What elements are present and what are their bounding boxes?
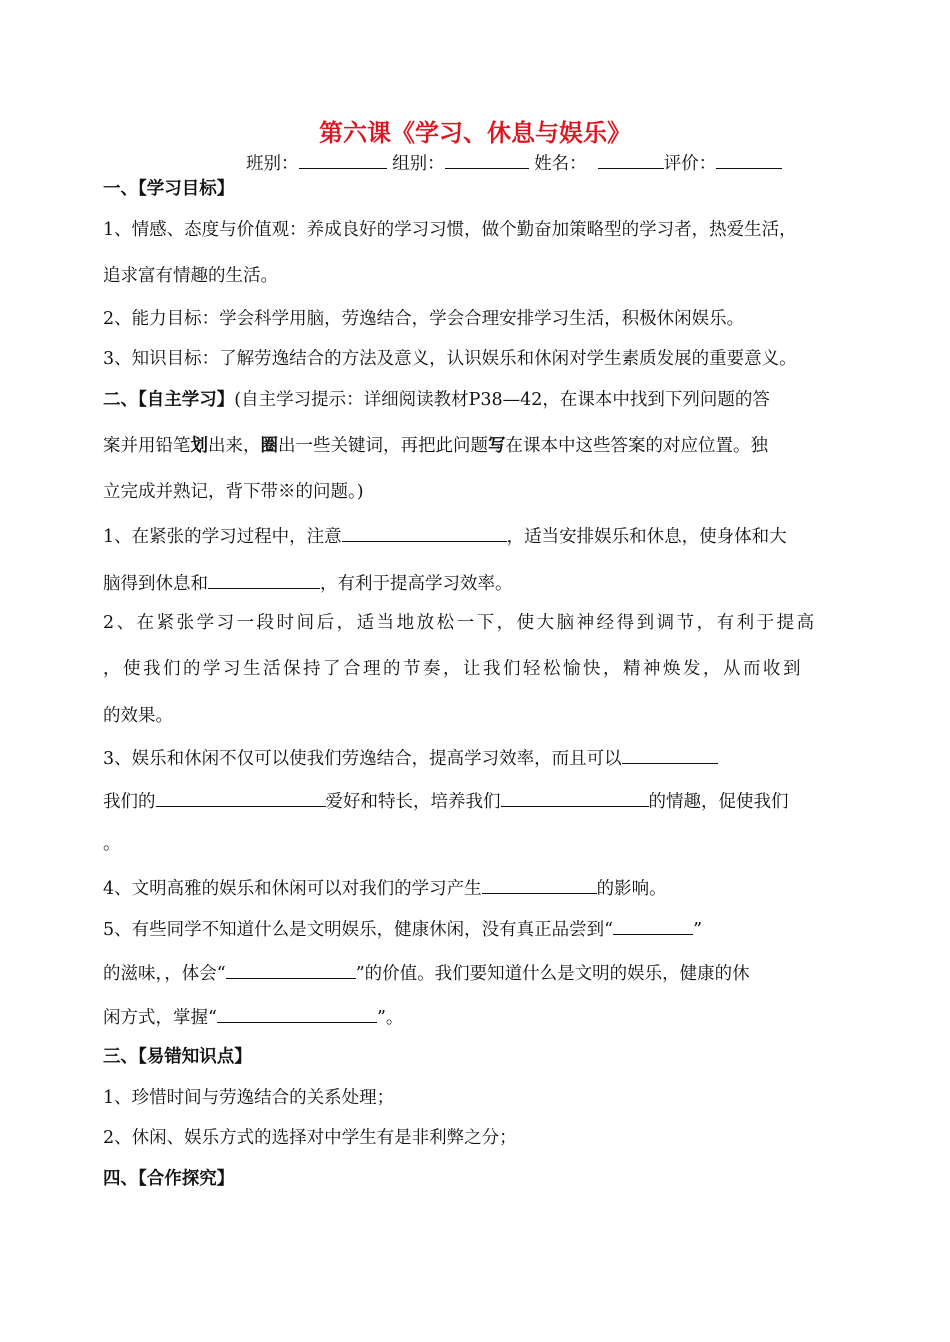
question-text: ” — [693, 920, 703, 940]
self-study-hint-line-b — [103, 434, 768, 458]
error-prone-item-2: 2、休闲、娱乐方式的选择对中学生有是非利弊之分； — [103, 1128, 517, 1148]
question-1-line-b — [103, 570, 513, 596]
answer-blank[interactable] — [613, 916, 693, 935]
hint-emphasis-quan: 圈 — [260, 436, 278, 456]
section-heading-cooperative-inquiry: 四、【合作探究】 — [103, 1169, 235, 1189]
goal-1-line-a: 1、情感、态度与价值观：养成良好的学习习惯，做个勤奋加策略型的学习者，热爱生活， — [103, 220, 797, 240]
answer-blank[interactable] — [342, 523, 507, 542]
answer-blank[interactable] — [208, 570, 320, 589]
question-text: ，有利于提高学习效率。 — [320, 574, 513, 594]
goal-2: 2、能力目标：学会科学用脑，劳逸结合，学会合理安排学习生活，积极休闲娱乐。 — [103, 309, 745, 329]
section-heading-error-prone: 三、【易错知识点】 — [103, 1047, 252, 1067]
group-label: 组别： — [392, 154, 445, 174]
question-3-line-b — [103, 788, 789, 814]
question-2-line-a: 2、在紧张学习一段时间后，适当地放松一下，使大脑神经得到调节，有利于提高 — [103, 613, 817, 633]
question-text: 我们的 — [103, 792, 156, 812]
question-text: 4、文明高雅的娱乐和休闲可以对我们的学习产生 — [103, 879, 482, 899]
hint-text: 出来， — [208, 436, 261, 456]
name-blank[interactable] — [598, 150, 664, 169]
answer-blank[interactable] — [482, 875, 597, 894]
student-info-line — [246, 150, 782, 176]
question-text: 3、娱乐和休闲不仅可以使我们劳逸结合，提高学习效率，而且可以 — [103, 749, 622, 769]
group-blank[interactable] — [445, 150, 529, 169]
question-text: ，适当安排娱乐和休息，使身体和大 — [506, 527, 787, 547]
goal-3: 3、知识目标：了解劳逸结合的方法及意义，认识娱乐和休闲对学生素质发展的重要意义。 — [103, 349, 797, 369]
hint-text: 案并用铅笔 — [103, 436, 191, 456]
question-2-line-b: ，使我们的学习生活保持了合理的节奏，让我们轻松愉快，精神焕发，从而收到 — [103, 659, 803, 679]
answer-blank[interactable] — [226, 960, 356, 979]
question-text: 的影响。 — [596, 879, 667, 899]
section-heading-self-study: 二、【自主学习】 — [103, 390, 235, 410]
answer-blank[interactable] — [622, 745, 718, 764]
question-text: ”。 — [376, 1008, 404, 1028]
question-2-line-c: 的效果。 — [103, 706, 173, 726]
question-text: 5、有些同学不知道什么是文明娱乐，健康休闲，没有真正品尝到“ — [103, 920, 614, 940]
eval-label: 评价： — [663, 154, 717, 174]
name-label: 姓名： — [534, 154, 587, 174]
hint-text: 出一些关键词，再把此问题 — [278, 436, 488, 456]
eval-blank[interactable] — [716, 150, 782, 169]
question-5-line-c — [103, 1004, 403, 1030]
answer-blank[interactable] — [217, 1004, 377, 1023]
question-text: 闲方式，掌握“ — [103, 1008, 217, 1028]
answer-blank[interactable] — [501, 788, 649, 807]
hint-emphasis-xie: 写 — [488, 436, 506, 456]
question-1-line-a — [103, 523, 787, 549]
self-study-hint-a: (自主学习提示：详细阅读教材P38—42，在课本中找到下列问题的答 — [234, 390, 770, 410]
question-text: 的滋味，，体会“ — [103, 964, 226, 984]
section-heading-goals: 一、【学习目标】 — [103, 179, 235, 199]
answer-blank[interactable] — [156, 788, 326, 807]
hint-text: 在课本中这些答案的对应位置。独 — [505, 436, 768, 456]
lesson-title: 第六课《学习、休息与娱乐》 — [319, 119, 631, 147]
question-4 — [103, 875, 667, 901]
question-text: 脑得到休息和 — [103, 574, 208, 594]
question-3-line-a — [103, 745, 718, 771]
question-3-line-c: 。 — [103, 834, 121, 854]
error-prone-item-1: 1、珍惜时间与劳逸结合的关系处理； — [103, 1088, 395, 1108]
question-text: ”的价值。我们要知道什么是文明的娱乐，健康的休 — [355, 964, 750, 984]
question-5-line-a — [103, 916, 702, 942]
class-label: 班别： — [246, 154, 299, 174]
hint-emphasis-hua: 划 — [190, 436, 208, 456]
self-study-hint-c: 立完成并熟记，背下带※的问题。) — [103, 482, 364, 502]
self-study-heading-line — [103, 388, 770, 412]
class-blank[interactable] — [299, 150, 387, 169]
question-5-line-b — [103, 960, 750, 986]
goal-1-line-b: 追求富有情趣的生活。 — [103, 266, 278, 286]
question-text: 的情趣，促使我们 — [648, 792, 789, 812]
question-text: 1、在紧张的学习过程中，注意 — [103, 527, 342, 547]
question-text: 爱好和特长，培养我们 — [325, 792, 501, 812]
